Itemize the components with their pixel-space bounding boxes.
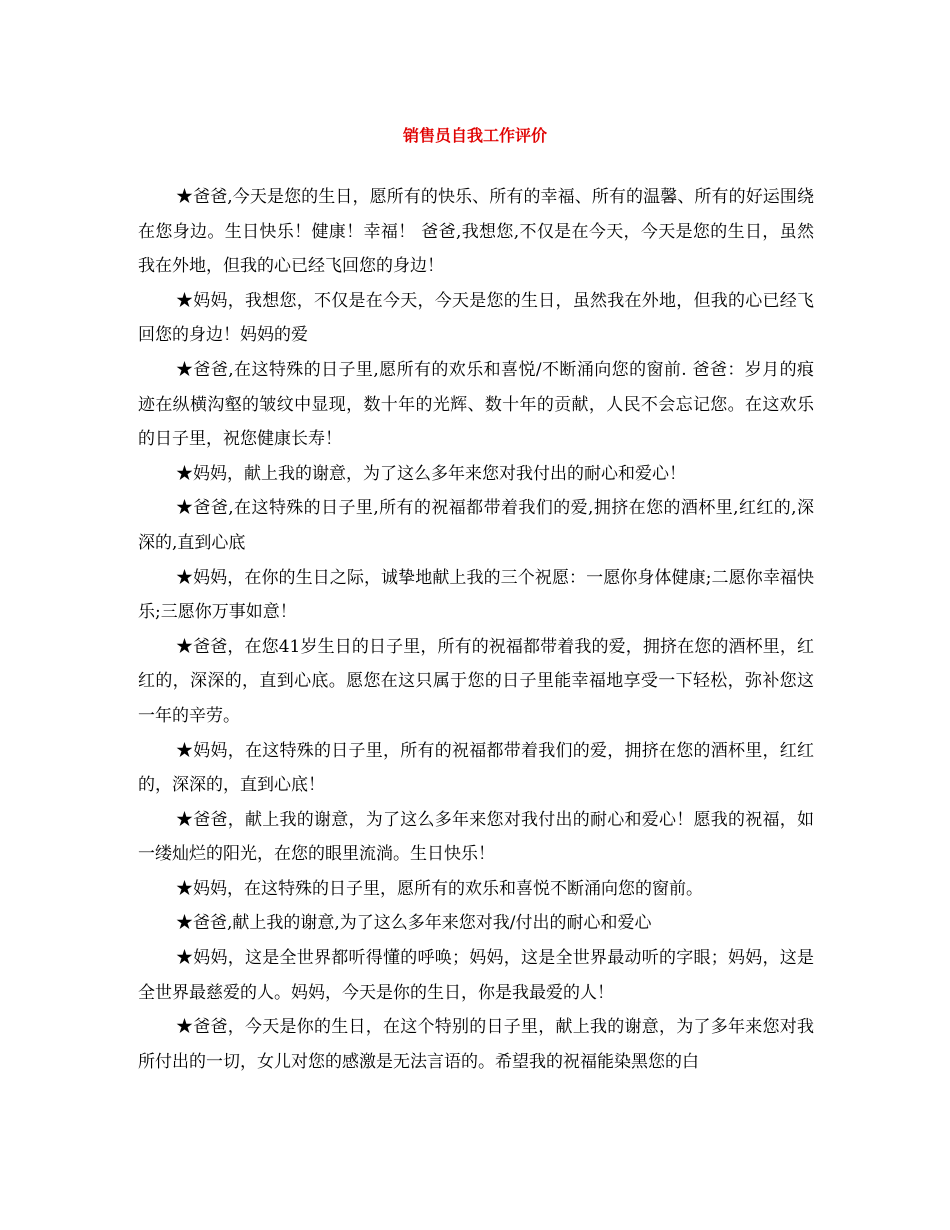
paragraph: ★爸爸，今天是你的生日，在这个特别的日子里，献上我的谢意，为了多年来您对我所付出的一切，女儿对您的感激是无法言语的。希望我的祝福能染黑您的白 bbox=[138, 1017, 814, 1072]
page-title: 销售员自我工作评价 bbox=[402, 126, 547, 145]
paragraph: ★妈妈，献上我的谢意，为了这么多年来您对我付出的耐心和爱心！ bbox=[176, 463, 686, 484]
paragraph: ★妈妈，在这特殊的日子里，愿所有的欢乐和喜悦不断涌向您的窗前。 bbox=[176, 878, 703, 899]
paragraph: ★妈妈，这是全世界都听得懂的呼唤；妈妈，这是全世界最动听的字眼；妈妈，这是全世界最慈爱的人。妈妈，今天是你的生日，你是我最爱的人！ bbox=[138, 948, 814, 1003]
paragraph: ★妈妈，在你的生日之际，诚挚地献上我的三个祝愿：一愿你身体健康;二愿你幸福快乐;三愿你万事如意！ bbox=[138, 567, 814, 623]
paragraph: ★爸爸，在您41岁生日的日子里，所有的祝福都带着我的爱，拥挤在您的酒杯里，红红的，深深的，直到心底。愿您在这只属于您的日子里能幸福地享受一下轻松，弥补您这一年的辛劳。 bbox=[138, 636, 814, 726]
paragraph: ★妈妈，在这特殊的日子里，所有的祝福都带着我们的爱，拥挤在您的酒杯里，红红的，深深的，直到心底！ bbox=[138, 740, 814, 796]
paragraph: ★爸爸,献上我的谢意,为了这么多年来您对我/付出的耐心和爱心 bbox=[176, 913, 652, 934]
paragraph: ★爸爸,在这特殊的日子里,所有的祝福都带着我们的爱,拥挤在您的酒杯里,红红的,深深的,直到心底 bbox=[138, 498, 814, 553]
paragraph: ★爸爸,在这特殊的日子里,愿所有的欢乐和喜悦/不断涌向您的窗前. 爸爸：岁月的痕迹在纵横沟壑的皱纹中显现，数十年的光辉、数十年的贡献，人民不会忘记您。在这欢乐的日子里，祝您健康长寿！ bbox=[138, 359, 814, 450]
paragraph: ★妈妈，我想您，不仅是在今天，今天是您的生日，虽然我在外地，但我的心已经飞回您的身边！妈妈的爱 bbox=[138, 290, 814, 346]
paragraph: ★爸爸,今天是您的生日，愿所有的快乐、所有的幸福、所有的温馨、所有的好运围绕在您身边。生日快乐！健康！幸福！ 爸爸,我想您,不仅是在今天，今天是您的生日，虽然我在外地，但我的心已经飞回您的身边！ bbox=[138, 187, 814, 277]
document-body bbox=[138, 180, 814, 1079]
paragraph: ★爸爸，献上我的谢意，为了这么多年来您对我付出的耐心和爱心！愿我的祝福，如一缕灿烂的阳光，在您的眼里流淌。生日快乐！ bbox=[138, 809, 814, 865]
